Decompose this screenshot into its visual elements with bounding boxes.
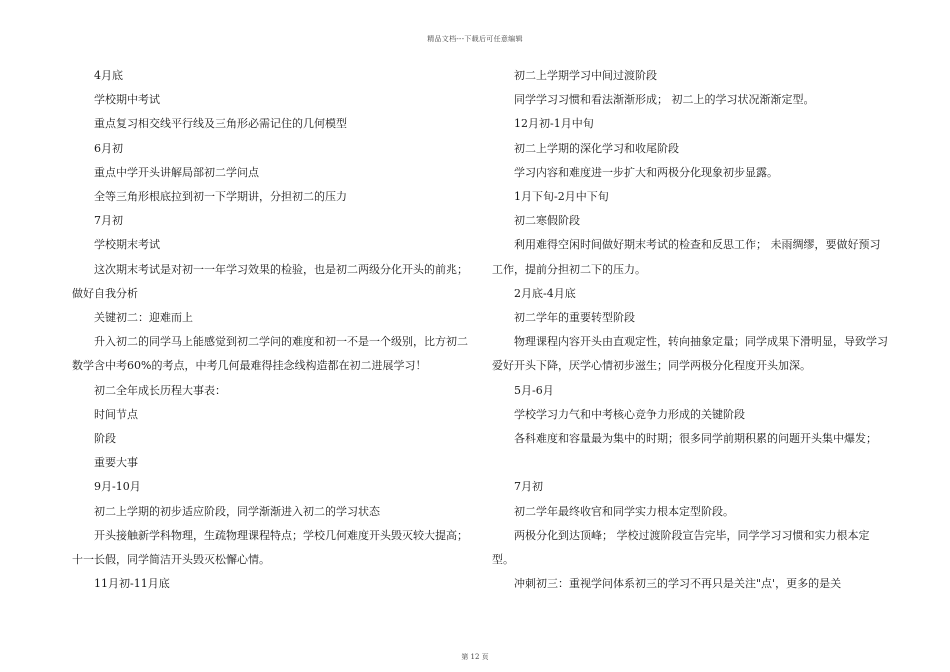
page-number: 第 12 页 — [461, 653, 489, 661]
left-paragraph: 学校期末考试 — [94, 238, 160, 252]
right-paragraph: 12月初-1月中旬 — [514, 117, 594, 131]
left-paragraph: 学校期中考试 — [94, 93, 160, 107]
right-column — [492, 64, 888, 596]
right-paragraph: 利用难得空闲时间做好期末考试的检查和反思工作； 未雨绸缪，要做好预习工作，提前分担初二下的压力。 — [492, 238, 881, 276]
right-paragraph: 初二上学期的深化学习和收尾阶段 — [514, 141, 679, 155]
right-paragraph: 学校学习力气和中考核心竞争力形成的关键阶段 — [514, 407, 745, 421]
right-paragraph: 同学学习习惯和看法渐渐形成； 初二上的学习状况渐渐定型。 — [514, 93, 815, 107]
left-paragraph: 9月-10月 — [94, 480, 141, 494]
left-paragraph: 时间节点 — [94, 407, 138, 421]
left-paragraph: 重点中学开头讲解局部初二学问点 — [94, 165, 259, 179]
right-paragraph: 7月初 — [514, 480, 543, 494]
left-paragraph: 7月初 — [94, 214, 123, 228]
left-paragraph: 11月初-11月底 — [94, 577, 170, 591]
left-paragraph: 4月底 — [94, 69, 123, 82]
right-paragraph: 物理课程内容开头由直观定性，转向抽象定量；同学成果下滑明显，导致学习爱好开头下降，厌学心情初步滋生；同学两极分化程度开头加深。 — [492, 335, 888, 373]
left-paragraph: 关键初二：迎难而上 — [94, 311, 193, 325]
right-paragraph: 两极分化到达顶峰； 学校过渡阶段宣告完毕，同学学习习惯和实力根本定型。 — [492, 528, 870, 567]
left-paragraph: 重要大事 — [94, 456, 138, 470]
left-paragraph: 全等三角形根底拉到初一下学期讲，分担初二的压力 — [94, 190, 347, 204]
right-paragraph: 初二上学期学习中间过渡阶段 — [514, 69, 657, 82]
blank-line — [492, 451, 888, 475]
right-paragraph: 初二学年最终收官和同学实力根本定型阶段。 — [514, 504, 734, 518]
left-paragraph: 阶段 — [94, 432, 116, 446]
page-header: 精品文档---下载后可任意编辑 — [427, 35, 523, 43]
left-paragraph: 重点复习相交线平行线及三角形必需记住的几何模型 — [94, 117, 347, 131]
left-paragraph: 初二全年成长历程大事表： — [94, 383, 226, 397]
right-paragraph: 冲刺初三：重视学问体系初三的学习不再只是关注"点'，更多的是关 — [514, 577, 842, 591]
right-paragraph: 2月底-4月底 — [514, 286, 576, 300]
left-paragraph: 升入初二的同学马上能感觉到初二学问的难度和初一不是一个级别，比方初二数学含中考60%的考点，中考几何最难得挂念线构造都在初二进展学习！ — [72, 335, 468, 373]
right-paragraph: 5月-6月 — [514, 383, 554, 397]
left-column — [72, 64, 470, 596]
right-paragraph: 各科难度和容量最为集中的时期；很多同学前期积累的问题开头集中爆发； — [514, 432, 877, 446]
left-paragraph: 初二上学期的初步适应阶段，同学渐渐进入初二的学习状态 — [94, 504, 380, 518]
left-paragraph: 6月初 — [94, 141, 123, 155]
right-paragraph: 1月下旬-2月中下旬 — [514, 190, 609, 204]
right-paragraph: 学习内容和难度进一步扩大和两极分化现象初步显露。 — [514, 165, 778, 179]
left-paragraph: 开头接触新学科物理，生疏物理课程特点；学校几何难度开头毁灭较大提高；十一长假，同学简洁开头毁灭松懈心情。 — [72, 528, 468, 567]
right-paragraph: 初二学年的重要转型阶段 — [514, 311, 635, 325]
right-paragraph: 初二寒假阶段 — [514, 214, 580, 228]
left-paragraph: 这次期末考试是对初一一年学习效果的检验，也是初二两级分化开头的前兆；做好自我分析 — [72, 262, 468, 300]
